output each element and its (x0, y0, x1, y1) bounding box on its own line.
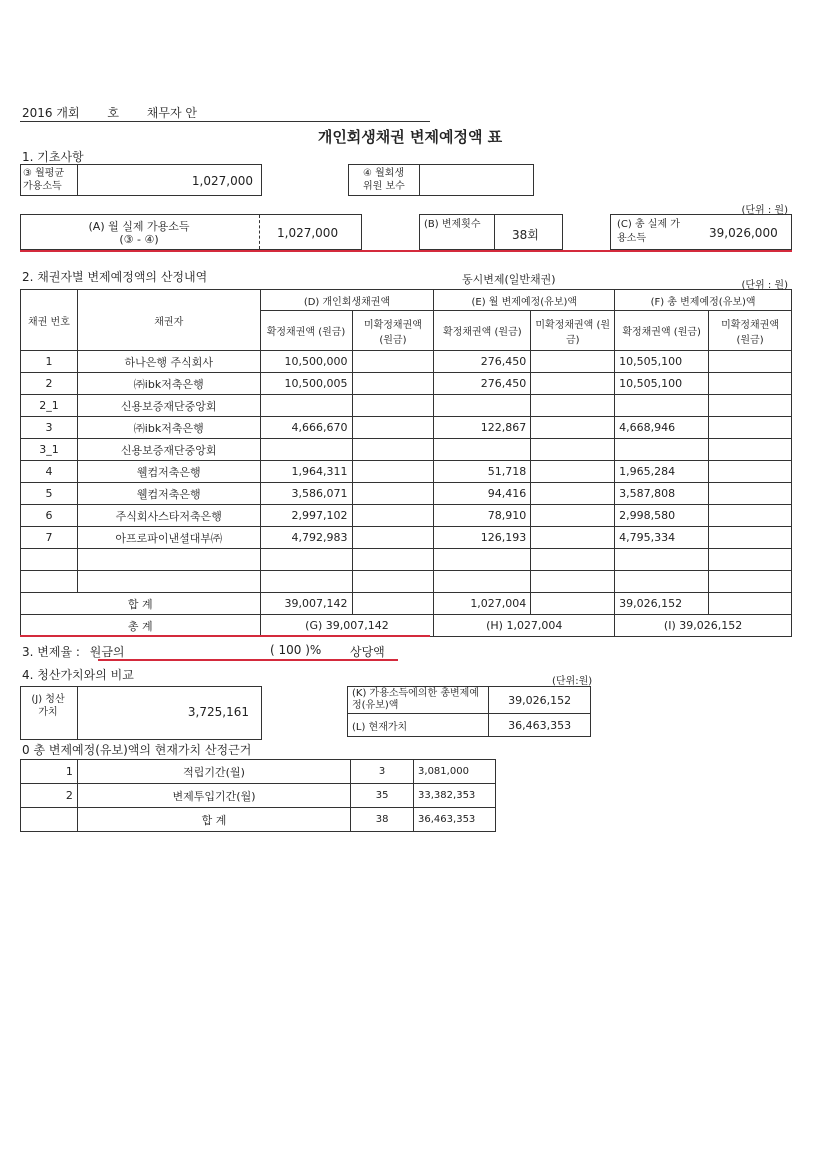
table-row (21, 549, 792, 571)
d-unconfirmed (352, 417, 434, 439)
e-confirmed (434, 395, 531, 417)
creditor-name: ㈜ibk저축은행 (77, 373, 260, 395)
pv-label: 변제투입기간(월) (77, 784, 350, 808)
c-total-label: (C) 총 실제 가용소득 (617, 219, 680, 244)
d-confirmed: 2,997,102 (260, 505, 352, 527)
page-title: 개인회생채권 변제예정액 표 (317, 128, 503, 146)
red-underline-1 (20, 250, 792, 252)
e-unconfirmed (531, 395, 615, 417)
d-confirmed (260, 571, 352, 593)
e-confirmed-header: 확정채권액 (원금) (434, 311, 531, 351)
e-confirmed: 51,718 (434, 461, 531, 483)
creditor-name (77, 549, 260, 571)
f-confirmed: 4,795,334 (615, 527, 709, 549)
trustee-fee-box (348, 164, 534, 196)
avg-income-box (20, 164, 262, 196)
pv-label: 적립기간(월) (77, 760, 350, 784)
total-h: (H) 1,027,004 (434, 615, 615, 637)
e-unconfirmed (531, 571, 615, 593)
creditor-name: 하나은행 주식회사 (77, 351, 260, 373)
d-unconfirmed (352, 439, 434, 461)
red-underline-2 (20, 635, 430, 637)
j-divider (77, 687, 78, 739)
f-confirmed: 10,505,100 (615, 351, 709, 373)
d-confirmed: 3,586,071 (260, 483, 352, 505)
table-row (21, 461, 792, 483)
table-row (21, 483, 792, 505)
d-confirmed: 4,792,983 (260, 527, 352, 549)
f-unconfirmed (709, 571, 792, 593)
f-confirmed (615, 395, 709, 417)
section3-heading: 3. 변제율 : (22, 645, 80, 659)
table-row (21, 373, 792, 395)
k-value: 39,026,152 (489, 687, 591, 714)
j-value: 3,725,161 (187, 705, 249, 719)
creditor-no: 1 (21, 351, 78, 373)
pv-months: 38 (351, 808, 414, 832)
section4-heading: 4. 청산가치와의 비교 (22, 668, 134, 682)
case-ho: 호 (107, 106, 119, 120)
case-header (22, 104, 197, 121)
creditor-no: 2 (21, 373, 78, 395)
a-income-divider (259, 215, 261, 249)
table-row (21, 439, 792, 461)
pv-months: 35 (351, 784, 414, 808)
case-debtor: 채무자 안 (146, 106, 197, 120)
section5-heading: 0 총 변제예정(유보)액의 현재가치 산정근거 (22, 743, 252, 757)
d-unconfirmed (352, 549, 434, 571)
d-unconfirmed (352, 571, 434, 593)
section3-text1: 원금의 (89, 645, 125, 659)
creditor-name: 신용보증재단중앙회 (77, 395, 260, 417)
table-row (21, 808, 496, 832)
d-confirmed-header: 확정채권액 (원금) (260, 311, 352, 351)
b-count-value: 38회 (512, 228, 539, 242)
pv-no: 1 (21, 760, 78, 784)
f-unconfirmed (709, 483, 792, 505)
present-value-table (20, 759, 496, 832)
d-confirmed: 10,500,005 (260, 373, 352, 395)
creditor-name: 아프로파이낸셜대부㈜ (77, 527, 260, 549)
a-income-label-1: (A) 월 실제 가용소득 (88, 220, 190, 233)
creditor-name: 웰컴저축은행 (77, 461, 260, 483)
section3-rate: ( 100 )% (270, 643, 322, 657)
d-unconfirmed (352, 527, 434, 549)
table-row (21, 784, 496, 808)
d-unconfirmed (352, 505, 434, 527)
f-confirmed: 2,998,580 (615, 505, 709, 527)
section3-row (22, 643, 125, 660)
table-row (21, 505, 792, 527)
f-unconfirmed (709, 373, 792, 395)
e-confirmed: 276,450 (434, 351, 531, 373)
f-unconfirmed-header: 미확정채권액 (원금) (709, 311, 792, 351)
e-confirmed (434, 571, 531, 593)
sum-d: 39,007,142 (260, 593, 352, 615)
f-unconfirmed (709, 549, 792, 571)
pv-no (21, 808, 78, 832)
e-unconfirmed (531, 505, 615, 527)
e-unconfirmed (531, 461, 615, 483)
d-confirmed: 1,964,311 (260, 461, 352, 483)
e-unconfirmed (531, 483, 615, 505)
e-unconfirmed (531, 373, 615, 395)
f-confirmed-header: 확정채권액 (원금) (615, 311, 709, 351)
e-unconfirmed (531, 439, 615, 461)
f-unconfirmed (709, 505, 792, 527)
d-unconfirmed (352, 461, 434, 483)
e-unconfirmed (531, 527, 615, 549)
f-unconfirmed (709, 527, 792, 549)
e-confirmed: 94,416 (434, 483, 531, 505)
table-row (21, 527, 792, 549)
e-unconfirmed (531, 417, 615, 439)
creditor-no: 3_1 (21, 439, 78, 461)
trustee-fee-divider (419, 165, 420, 195)
table-row (21, 351, 792, 373)
f-unconfirmed (709, 395, 792, 417)
d-confirmed: 4,666,670 (260, 417, 352, 439)
table-row (21, 571, 792, 593)
creditor-no: 4 (21, 461, 78, 483)
header-underline (20, 121, 430, 122)
table-row (21, 760, 496, 784)
a-income-value: 1,027,000 (277, 226, 339, 240)
f-unconfirmed (709, 351, 792, 373)
creditor-no (21, 549, 78, 571)
pv-amount: 36,463,353 (414, 808, 496, 832)
e-confirmed (434, 439, 531, 461)
a-income-box (20, 214, 362, 250)
creditor-table (20, 289, 792, 637)
creditor-no: 2_1 (21, 395, 78, 417)
d-unconfirmed (352, 373, 434, 395)
e-confirmed (434, 549, 531, 571)
col-creditor-header: 채권자 (77, 290, 260, 351)
avg-income-divider (77, 165, 78, 195)
k-label: (K) 가용소득에의한 총변제예정(유보)액 (348, 687, 489, 714)
l-value: 36,463,353 (489, 714, 591, 737)
f-confirmed: 3,587,808 (615, 483, 709, 505)
pv-amount: 3,081,000 (414, 760, 496, 784)
f-confirmed (615, 549, 709, 571)
f-confirmed (615, 439, 709, 461)
creditor-no: 5 (21, 483, 78, 505)
pv-amount: 33,382,353 (414, 784, 496, 808)
b-count-box (419, 214, 563, 250)
d-unconfirmed (352, 395, 434, 417)
sum-label: 합 계 (21, 593, 261, 615)
creditor-no: 3 (21, 417, 78, 439)
e-unconfirmed (531, 549, 615, 571)
red-underline-3 (98, 659, 398, 661)
section1-unit: (단위 : 원) (741, 205, 788, 216)
f-confirmed: 4,668,946 (615, 417, 709, 439)
f-confirmed (615, 571, 709, 593)
trustee-fee-label: ④ 월회생 위원 보수 (363, 168, 405, 192)
creditor-name (77, 571, 260, 593)
b-count-label: (B) 변제횟수 (424, 219, 481, 230)
e-confirmed: 122,867 (434, 417, 531, 439)
creditor-name: 신용보증재단중앙회 (77, 439, 260, 461)
f-confirmed: 10,505,100 (615, 373, 709, 395)
col-no-header: 채권 번호 (21, 290, 78, 351)
section2-heading: 2. 채권자별 변제예정액의 산정내역 (22, 270, 208, 284)
j-label: (J) 청산 가치 (31, 694, 65, 718)
section2-subnote: 동시변제(일반채권) (462, 273, 556, 286)
d-unconfirmed (352, 351, 434, 373)
case-year: 2016 개회 (22, 106, 80, 120)
f-unconfirmed (709, 417, 792, 439)
creditor-no: 7 (21, 527, 78, 549)
creditor-name: 웰컴저축은행 (77, 483, 260, 505)
col-f-header: (F) 총 변제예정(유보)액 (615, 290, 792, 311)
section3-text2: 상당액 (350, 645, 385, 659)
section2-unit: (단위 : 원) (741, 280, 788, 291)
pv-no: 2 (21, 784, 78, 808)
f-confirmed: 1,965,284 (615, 461, 709, 483)
sum-f: 39,026,152 (615, 593, 709, 615)
avg-income-label: ③ 월평균 가용소득 (23, 168, 65, 192)
total-i: (I) 39,026,152 (615, 615, 792, 637)
e-unconfirmed (531, 351, 615, 373)
f-unconfirmed (709, 439, 792, 461)
pv-months: 3 (351, 760, 414, 784)
d-confirmed (260, 549, 352, 571)
section4-unit: (단위:원) (552, 676, 593, 687)
d-confirmed (260, 439, 352, 461)
d-unconfirmed-header: 미확정채권액 (원금) (352, 311, 434, 351)
f-unconfirmed (709, 461, 792, 483)
total-g: (G) 39,007,142 (260, 615, 434, 637)
l-label: (L) 현재가치 (348, 714, 489, 737)
col-e-header: (E) 월 변제예정(유보)액 (434, 290, 615, 311)
d-unconfirmed (352, 483, 434, 505)
sum-e: 1,027,004 (434, 593, 531, 615)
total-label: 총 계 (21, 615, 261, 637)
col-d-header: (D) 개인회생채권액 (260, 290, 434, 311)
table-row (21, 395, 792, 417)
e-confirmed: 78,910 (434, 505, 531, 527)
creditor-name: ㈜ibk저축은행 (77, 417, 260, 439)
c-total-box (610, 214, 792, 250)
c-total-value: 39,026,000 (709, 226, 778, 240)
b-count-divider (494, 215, 495, 249)
section1-heading: 1. 기초사항 (22, 150, 84, 164)
j-value-box (20, 686, 262, 740)
avg-income-value: 1,027,000 (191, 174, 253, 188)
d-confirmed: 10,500,000 (260, 351, 352, 373)
e-confirmed: 126,193 (434, 527, 531, 549)
d-confirmed (260, 395, 352, 417)
kl-table (347, 686, 591, 737)
e-confirmed: 276,450 (434, 373, 531, 395)
creditor-name: 주식회사스타저축은행 (77, 505, 260, 527)
table-row (21, 417, 792, 439)
e-unconfirmed-header: 미확정채권액 (원금) (531, 311, 615, 351)
creditor-no: 6 (21, 505, 78, 527)
a-income-label-2: (③ - ④) (119, 233, 159, 246)
creditor-no (21, 571, 78, 593)
pv-label: 합 계 (77, 808, 350, 832)
